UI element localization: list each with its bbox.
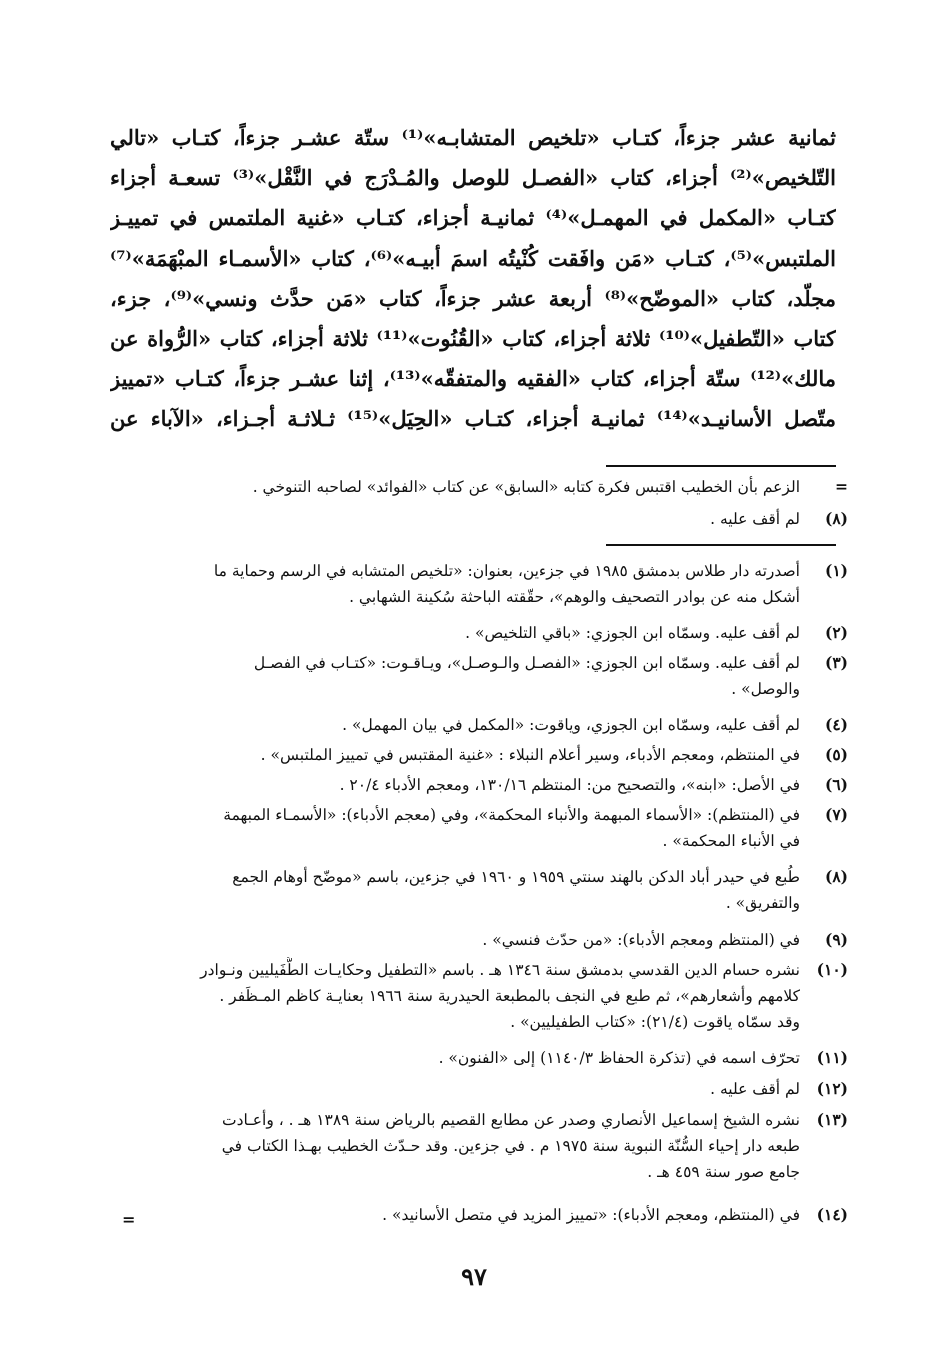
footnote-line: والتفريق» . (725, 894, 800, 912)
footnote-number: = (835, 477, 848, 496)
footnote-number: (٤) (824, 715, 848, 734)
footnote-line: الزعم بأن الخطيب اقتبس فكرة كتابه «السابق» عن كتاب «الفوائد» لصاحبه التنوخي . (252, 478, 800, 496)
body-line: ثمانية عشر جزءاً، كتـاب «تلخيص المتشابـه»⁽¹⁾ ستّة عشـر جزءاً، كتـاب «تالي (110, 125, 836, 150)
footnote (108, 650, 848, 702)
footnote (108, 1107, 848, 1185)
footnote-line: أشكل منه عن بوادر التصحيف والوهم»، حقّقته الباحثة سُكينة الشهابي . (349, 588, 800, 606)
footnote-number: (١١) (816, 1048, 848, 1067)
footnote-line: في المنتظم، ومعجم الأدباء، وسير أعلام النبلاء : «غنية المقتبس في تمييز الملتبس» . (260, 746, 800, 764)
footnote-number: (١) (824, 561, 848, 580)
footnote (108, 558, 848, 610)
footnote-number: (١٢) (816, 1079, 848, 1098)
footnote-line: لم أقف عليه . (710, 510, 800, 528)
page-number: ٩٧ (461, 1262, 487, 1291)
footnote (108, 1202, 848, 1228)
footnote-line: وقد سمّاه ياقوت (٢١/٤): «كتاب الطفيليين» . (510, 1013, 800, 1031)
footnote-line: نشره الشيخ إسماعيل الأنصاري وصدر عن مطابع القصيم بالرياض سنة ١٣٨٩ هـ . ، وأعـادت (222, 1111, 800, 1129)
footnote-number: (٩) (824, 930, 848, 949)
footnote-number: (٥) (824, 745, 848, 764)
footnote-line: أصدرته دار طلاس بدمشق ١٩٨٥ في جزءين، بعنوان: «تلخيص المتشابه في الرسم وحماية ما (213, 562, 800, 580)
footnote (108, 1076, 848, 1102)
footnote (108, 927, 848, 953)
body-line: مالك»⁽¹²⁾ ستّة أجزاء، كتاب «الفقيه والمتفقّه»⁽¹³⁾، إثنا عشـر جزءاً، كتـاب «تمييز (110, 366, 836, 392)
footnote-line: في الأنباء المحكمة» . (662, 832, 800, 850)
footnote-line: لم أقف عليه. وسمّاه ابن الجوزي: «الفصـل والـوصـل»، ويـاقـوت: «كتـاب في الفصـل (253, 654, 800, 672)
footnote-line: لم أقف عليه. وسمّاه ابن الجوزي: «باقي التلخيص» . (465, 624, 800, 642)
footnote-line: في (المنتظم ومعجم الأدباء): «من حدّث فنسي» . (482, 931, 800, 949)
footnote-separator (606, 544, 836, 546)
body-line: كتـاب «المكمل في المهمـل»⁽⁴⁾ ثمانيـة أجزاء، كتـاب «غنية الملتمس في تمييـز (110, 205, 836, 231)
footnote-line: طبعه دار إحياء السُّنّة النبوية سنة ١٩٧٥ م . في جزءين. وقد حـدّث الخطيب بهـذا الكتاب في (221, 1137, 800, 1155)
footnote-number: (١٣) (816, 1110, 848, 1129)
footnote (108, 772, 848, 798)
footnote (108, 802, 848, 854)
footnote-line: في (المنتظم): «الأسماء المبهمة والأنباء المحكمة»، وفي (معجم الأدباء): «الأسمـاء المبهمة (223, 806, 800, 824)
footnote-number: (٧) (824, 805, 848, 824)
footnote (108, 957, 848, 1035)
footnote (108, 712, 848, 738)
footnote (108, 620, 848, 646)
body-line: التّلخيص»⁽²⁾ أجزاء، كتاب «الفصـل للوصل والمُـدْرَج في النَّقْل»⁽³⁾ تسعـة أجزاء (110, 165, 836, 191)
footnote-line: طُبع في حيدر أباد الدكن بالهند سنتي ١٩٥٩ و ١٩٦٠ في جزءين، باسم «موضّح أوهام الجمع (232, 868, 800, 886)
footnote-separator (606, 465, 836, 467)
footnote-number: (٦) (824, 775, 848, 794)
footnote-number: (٢) (824, 623, 848, 642)
footnote (108, 1045, 848, 1071)
body-line: كتاب «التّطفيل»⁽¹⁰⁾ ثلاثة أجزاء، كتاب «القُنُوت»⁽¹¹⁾ ثلاثة أجزاء، كتاب «الرُّواة عن (110, 325, 836, 351)
footnote-line: نشره حسام الدين القدسي بدمشق سنة ١٣٤٦ هـ . باسم «التطفيل وحكايـات الطُّفَيليين ونـوادر (200, 961, 800, 979)
footnote-line: جامع صور سنة ٤٥٩ هـ . (647, 1163, 800, 1181)
footnote-number: (٨) (824, 509, 848, 528)
footnote-line: تحرّف اسمه في (تذكرة الحفاظ ١١٤٠/٣) إلى «الفنون» . (438, 1049, 800, 1067)
body-line: متّصل الأسانيـد»⁽¹⁴⁾ ثمانيـة أجزاء، كتـاب «الحِيَل»⁽¹⁵⁾ ثـلاثـة أجـزاء، «الآباء عن (110, 406, 836, 432)
footnote-line: في (المنتظم، ومعجم الأدباء): «تمييز المزيد في متصل الأسانيد» . (382, 1206, 800, 1224)
footnote-line: في الأصل: «ابنه»، والتصحيح من: المنتظم ١٣٠/١٦، ومعجم الأدباء ٢٠/٤ . (339, 776, 800, 794)
footnote (108, 506, 848, 532)
body-line: مجلّد، كتاب «الموضّح»⁽⁸⁾ أربعة عشر جزءاً، كتاب «مَن حدَّث ونسي»⁽⁹⁾، جزء، (110, 285, 836, 311)
continuation-mark: = (122, 1210, 136, 1229)
body-line: الملتبس»⁽⁵⁾، كتـاب «مَن وافَقت كُنْيتُه اسمَ أبيـه»⁽⁶⁾، كتاب «الأسمـاء المبْهَمَة»⁽⁷⁾ (110, 245, 836, 271)
footnote-continued (108, 474, 848, 500)
footnote-line: لم أقف عليه، وسمّاه ابن الجوزي، وياقوت: «المكمل في بيان المهمل» . (342, 716, 800, 734)
footnote-number: (٣) (824, 653, 848, 672)
footnote-line: لم أقف عليه . (710, 1080, 800, 1098)
footnote (108, 742, 848, 768)
main-body-text (110, 118, 836, 440)
footnote-number: (١٤) (816, 1205, 848, 1224)
footnote-line: والوصل» . (731, 680, 800, 698)
footnote-line: كلامهم وأشعارهم»، ثم طبع في النجف بالمطبعة الحيدرية سنة ١٩٦٦ بعنايـة كاظم المـظَفر . (219, 987, 800, 1005)
footnote (108, 864, 848, 916)
footnote-number: (١٠) (816, 960, 848, 979)
footnote-number: (٨) (824, 867, 848, 886)
